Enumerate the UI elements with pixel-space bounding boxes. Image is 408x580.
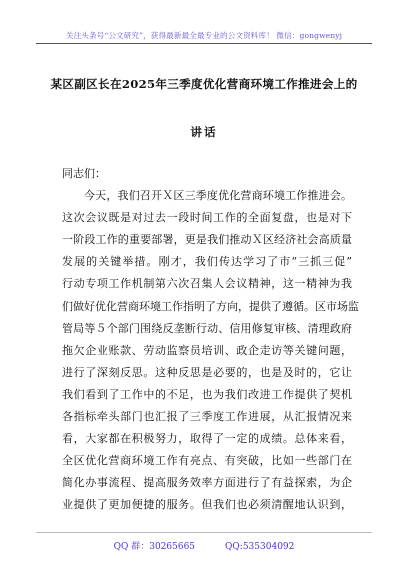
body-line: 各指标牵头部门也汇报了三季度工作进展，从汇报情况来 — [62, 410, 352, 424]
body-line: 全区优化营商环境工作有亮点、有突破，比如一些部门在 — [62, 454, 352, 468]
body-line: 业提供了更加便捷的服务。但我们也必须清醒地认识到， — [62, 498, 352, 512]
body-line: 进行了深刻反思。这种反思是必要的，也是及时的，它让 — [62, 365, 352, 379]
body-line: 发展的关键举措。刚才，我们传达学习了市“三抓三促” — [62, 255, 352, 269]
header-banner: 关注头条号“公文研究”，获得最新最全最专业的公文资料库！ 微信：gongwenyj — [65, 31, 343, 40]
body-line: 管局等５个部门围绕反垄断行动、信用修复审核、清理政府 — [62, 321, 352, 335]
footer-qq-group: QQ 群：30265665 — [113, 542, 196, 552]
footer — [0, 539, 408, 552]
body-line: 今天，我们召开Ｘ区三季度优化营商环境工作推进会。 — [84, 189, 352, 203]
header-divider — [36, 43, 372, 44]
salutation: 同志们： — [62, 167, 106, 180]
body-line: 一阶段工作的重要部署，更是我们推动Ｘ区经济社会高质量 — [62, 233, 352, 247]
document-title-line-2: 讲话 — [190, 125, 218, 139]
body-line: 行动专项工作机制第六次召集人会议精神，这一精神为我 — [62, 277, 352, 291]
body-line: 看，大家都在积极努力，取得了一定的成绩。总体来看， — [62, 432, 352, 446]
body-line: 拖欠企业账款、劳动监察员培训、政企走访等关键问题， — [62, 343, 352, 357]
document-title-line-1: 某区副区长在2025年三季度优化营商环境工作推进会上的 — [50, 77, 358, 91]
body-line: 我们看到了工作中的不足，也为我们改进工作提供了契机 — [62, 387, 352, 401]
footer-qq-contact: QQ:535304092 — [225, 542, 295, 552]
body-line: 简化办事流程、提高服务效率方面进行了有益探索，为企 — [62, 476, 352, 490]
body-line: 这次会议既是对过去一段时间工作的全面复盘，也是对下 — [62, 211, 352, 225]
footer-divider — [36, 532, 372, 533]
document-body — [62, 163, 359, 517]
body-line: 们做好优化营商环境工作指明了方向，提供了遵循。区市场监 — [62, 299, 359, 313]
